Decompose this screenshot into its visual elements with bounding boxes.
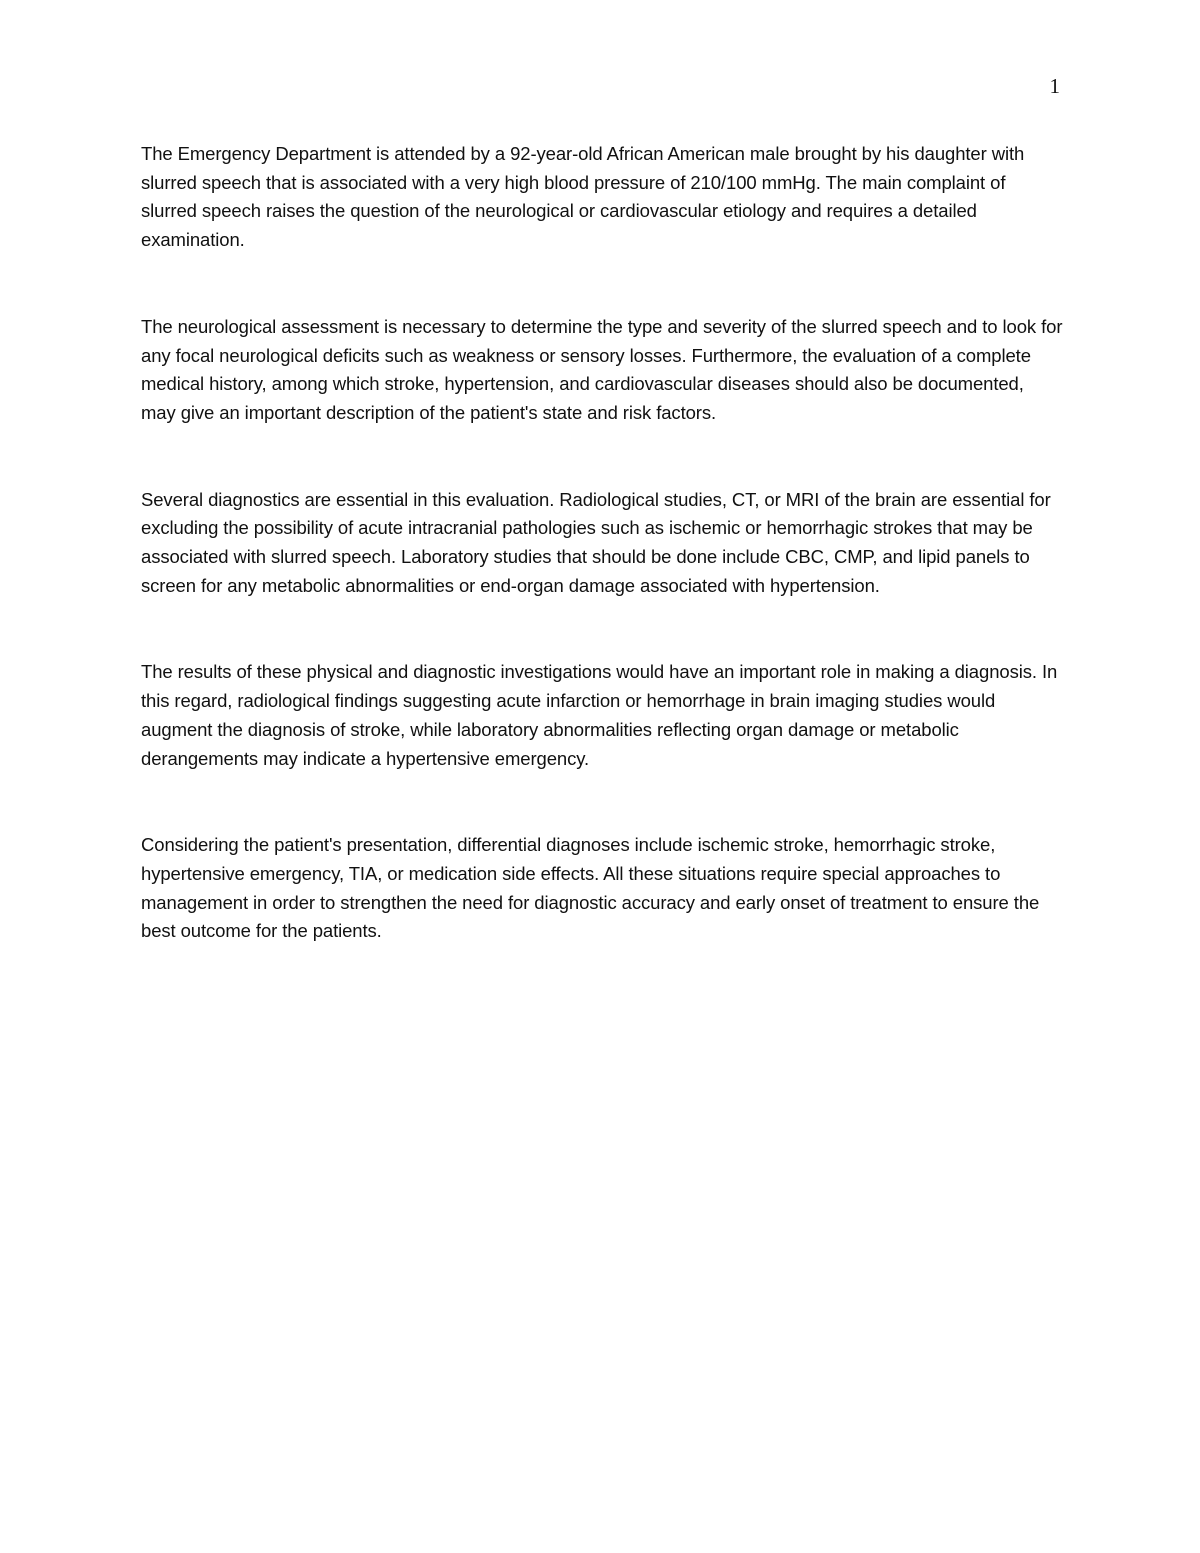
paragraph-results: The results of these physical and diagnostic investigations would have an important role in making a diagnosis. In this regard, radiological findings suggesting acute infarction or hemorrhage in brain imaging studies would augment the diagnosis of stroke, while laboratory abnormalities reflecting organ damage or metabolic derangements may indicate a hypertensive emergency. bbox=[141, 661, 1058, 769]
paragraph-differential-diagnoses: Considering the patient's presentation, differential diagnoses include ischemic stroke, hemorrhagic stroke, hypertensive emergency, TIA, or medication side effects. All these situations require special approaches to management in order to strengthen the need for diagnostic accuracy and early onset of treatment to ensure the best outcome for the patients. bbox=[141, 834, 1040, 942]
paragraph-diagnostics: Several diagnostics are essential in this evaluation. Radiological studies, CT, or MRI of the brain are essential for excluding the possibility of acute intracranial pathologies such as ischemic or hemorrhagic strokes that may be associated with slurred speech. Laboratory studies that should be done include CBC, CMP, and lipid panels to screen for any metabolic abnormalities or end-organ damage associated with hypertension. bbox=[141, 488, 1051, 596]
paragraph-neurological-assessment: The neurological assessment is necessary to determine the type and severity of the slurred speech and to look for any focal neurological deficits such as weakness or sensory losses. Furthermore, the evaluation of a complete medical history, among which stroke, hypertension, and cardiovascular diseases should also be documented, may give an important description of the patient's state and risk factors. bbox=[141, 315, 1063, 423]
document-body bbox=[141, 140, 1063, 1004]
paragraph-presentation: The Emergency Department is attended by a 92-year-old African American male brought by his daughter with slurred speech that is associated with a very high blood pressure of 210/100 mmHg. The main complaint of slurred speech raises the question of the neurological or cardiovascular etiology and requires a detailed examination. bbox=[141, 143, 1025, 251]
page-number: 1 bbox=[1049, 74, 1060, 98]
